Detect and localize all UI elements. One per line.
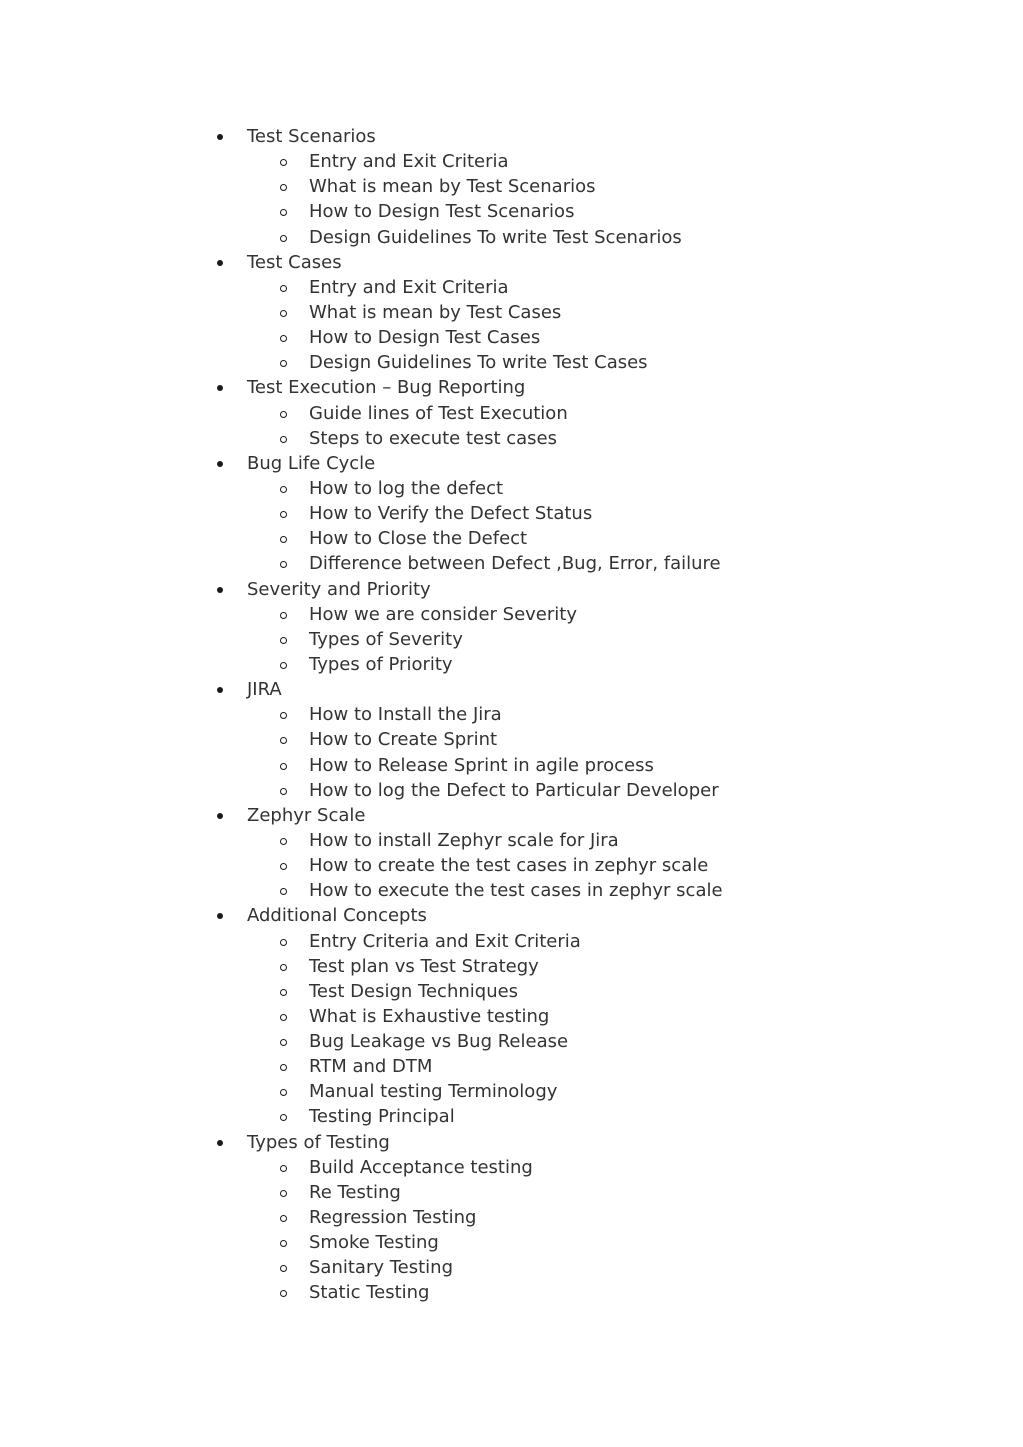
subtopic-label: How to Verify the Defect Status: [309, 503, 593, 525]
bullet-circle-icon: [280, 939, 287, 946]
bullet-disc-icon: [217, 813, 223, 819]
subtopic-label: Bug Leakage vs Bug Release: [309, 1031, 569, 1053]
subtopic-label: How to install Zephyr scale for Jira: [309, 829, 619, 851]
bullet-circle-icon: [280, 1014, 287, 1021]
subtopic-label: How to Install the Jira: [309, 704, 502, 726]
bullet-circle-icon: [280, 411, 287, 418]
subtopic-label: Guide lines of Test Execution: [309, 402, 568, 424]
bullet-circle-icon: [280, 436, 287, 443]
bullet-circle-icon: [280, 184, 287, 191]
bullet-circle-icon: [280, 1215, 287, 1222]
section-title: Test Execution – Bug Reporting: [247, 377, 526, 399]
subtopic-label: RTM and DTM: [309, 1056, 433, 1078]
bullet-circle-icon: [280, 1290, 287, 1297]
section-title: Additional Concepts: [247, 905, 427, 927]
bullet-circle-icon: [280, 888, 287, 895]
bullet-circle-icon: [280, 1165, 287, 1172]
subtopic-label: Test plan vs Test Strategy: [309, 955, 539, 977]
bullet-circle-icon: [280, 561, 287, 568]
bullet-circle-icon: [280, 1240, 287, 1247]
subtopic-label: Static Testing: [309, 1282, 430, 1304]
bullet-circle-icon: [280, 788, 287, 795]
subtopic-label: How to Design Test Scenarios: [309, 201, 575, 223]
subtopic-label: How we are consider Severity: [309, 603, 577, 625]
subtopic-label: How to execute the test cases in zephyr scale: [309, 880, 723, 902]
bullet-circle-icon: [280, 637, 287, 644]
subtopic-label: Sanitary Testing: [309, 1257, 454, 1279]
bullet-circle-icon: [280, 763, 287, 770]
subtopic-label: What is Exhaustive testing: [309, 1005, 550, 1027]
subtopic-label: Smoke Testing: [309, 1232, 439, 1254]
subtopic-label: What is mean by Test Cases: [309, 301, 562, 323]
bullet-circle-icon: [280, 209, 287, 216]
bullet-circle-icon: [280, 1265, 287, 1272]
section-title: JIRA: [247, 679, 282, 701]
bullet-circle-icon: [280, 863, 287, 870]
section-title: Bug Life Cycle: [247, 452, 376, 474]
bullet-circle-icon: [280, 662, 287, 669]
subtopic-label: How to Close the Defect: [309, 528, 528, 550]
section-title: Severity and Priority: [247, 578, 431, 600]
subtopic-label: Manual testing Terminology: [309, 1081, 558, 1103]
section-title: Test Scenarios: [247, 126, 376, 147]
subtopic-label: How to log the defect: [309, 477, 504, 499]
subtopic-label: How to Create Sprint: [309, 729, 498, 751]
bullet-disc-icon: [217, 385, 223, 391]
section-title: Zephyr Scale: [247, 804, 366, 826]
subtopic-label: Entry and Exit Criteria: [309, 151, 509, 173]
subtopic-label: Steps to execute test cases: [309, 427, 558, 449]
bullet-circle-icon: [280, 712, 287, 719]
bullet-circle-icon: [280, 838, 287, 845]
subtopic-label: Types of Severity: [309, 628, 463, 650]
subtopic-label: Difference between Defect ,Bug, Error, failure: [309, 553, 721, 575]
bullet-circle-icon: [280, 310, 287, 317]
subtopic-label: Types of Priority: [309, 653, 453, 675]
subtopic-label: Regression Testing: [309, 1207, 477, 1229]
subtopic-label: What is mean by Test Scenarios: [309, 176, 596, 198]
subtopic-label: How to Release Sprint in agile process: [309, 754, 654, 776]
subtopic-label: Test Design Techniques: [309, 980, 519, 1002]
subtopic-label: Re Testing: [309, 1181, 401, 1203]
bullet-circle-icon: [280, 964, 287, 971]
bullet-circle-icon: [280, 737, 287, 744]
bullet-circle-icon: [280, 285, 287, 292]
bullet-circle-icon: [280, 1039, 287, 1046]
bullet-circle-icon: [280, 159, 287, 166]
bullet-disc-icon: [217, 461, 223, 467]
bullet-circle-icon: [280, 335, 287, 342]
subtopic-label: Build Acceptance testing: [309, 1156, 533, 1178]
subtopic-label: Testing Principal: [309, 1106, 455, 1128]
bullet-circle-icon: [280, 486, 287, 493]
bullet-circle-icon: [280, 511, 287, 518]
subtopic-label: Design Guidelines To write Test Cases: [309, 352, 648, 374]
bullet-circle-icon: [280, 989, 287, 996]
bullet-circle-icon: [280, 360, 287, 367]
bullet-circle-icon: [280, 235, 287, 242]
bullet-disc-icon: [217, 134, 223, 140]
bullet-circle-icon: [280, 612, 287, 619]
bullet-circle-icon: [280, 1114, 287, 1121]
section-title: Test Cases: [247, 251, 342, 273]
subtopic-label: How to create the test cases in zephyr scale: [309, 855, 709, 877]
subtopic-label: Entry Criteria and Exit Criteria: [309, 930, 581, 952]
subtopic-label: How to log the Defect to Particular Developer: [309, 779, 719, 801]
bullet-disc-icon: [217, 587, 223, 593]
bullet-disc-icon: [217, 260, 223, 266]
section-title: Types of Testing: [247, 1131, 390, 1153]
bullet-circle-icon: [280, 1064, 287, 1071]
bullet-circle-icon: [280, 1089, 287, 1096]
bullet-circle-icon: [280, 1190, 287, 1197]
bullet-disc-icon: [217, 913, 223, 919]
bullet-disc-icon: [217, 687, 223, 693]
subtopic-label: Entry and Exit Criteria: [309, 276, 509, 298]
bullet-disc-icon: [217, 1140, 223, 1146]
bullet-circle-icon: [280, 536, 287, 543]
subtopic-label: Design Guidelines To write Test Scenarios: [309, 226, 682, 248]
subtopic-label: How to Design Test Cases: [309, 327, 541, 349]
